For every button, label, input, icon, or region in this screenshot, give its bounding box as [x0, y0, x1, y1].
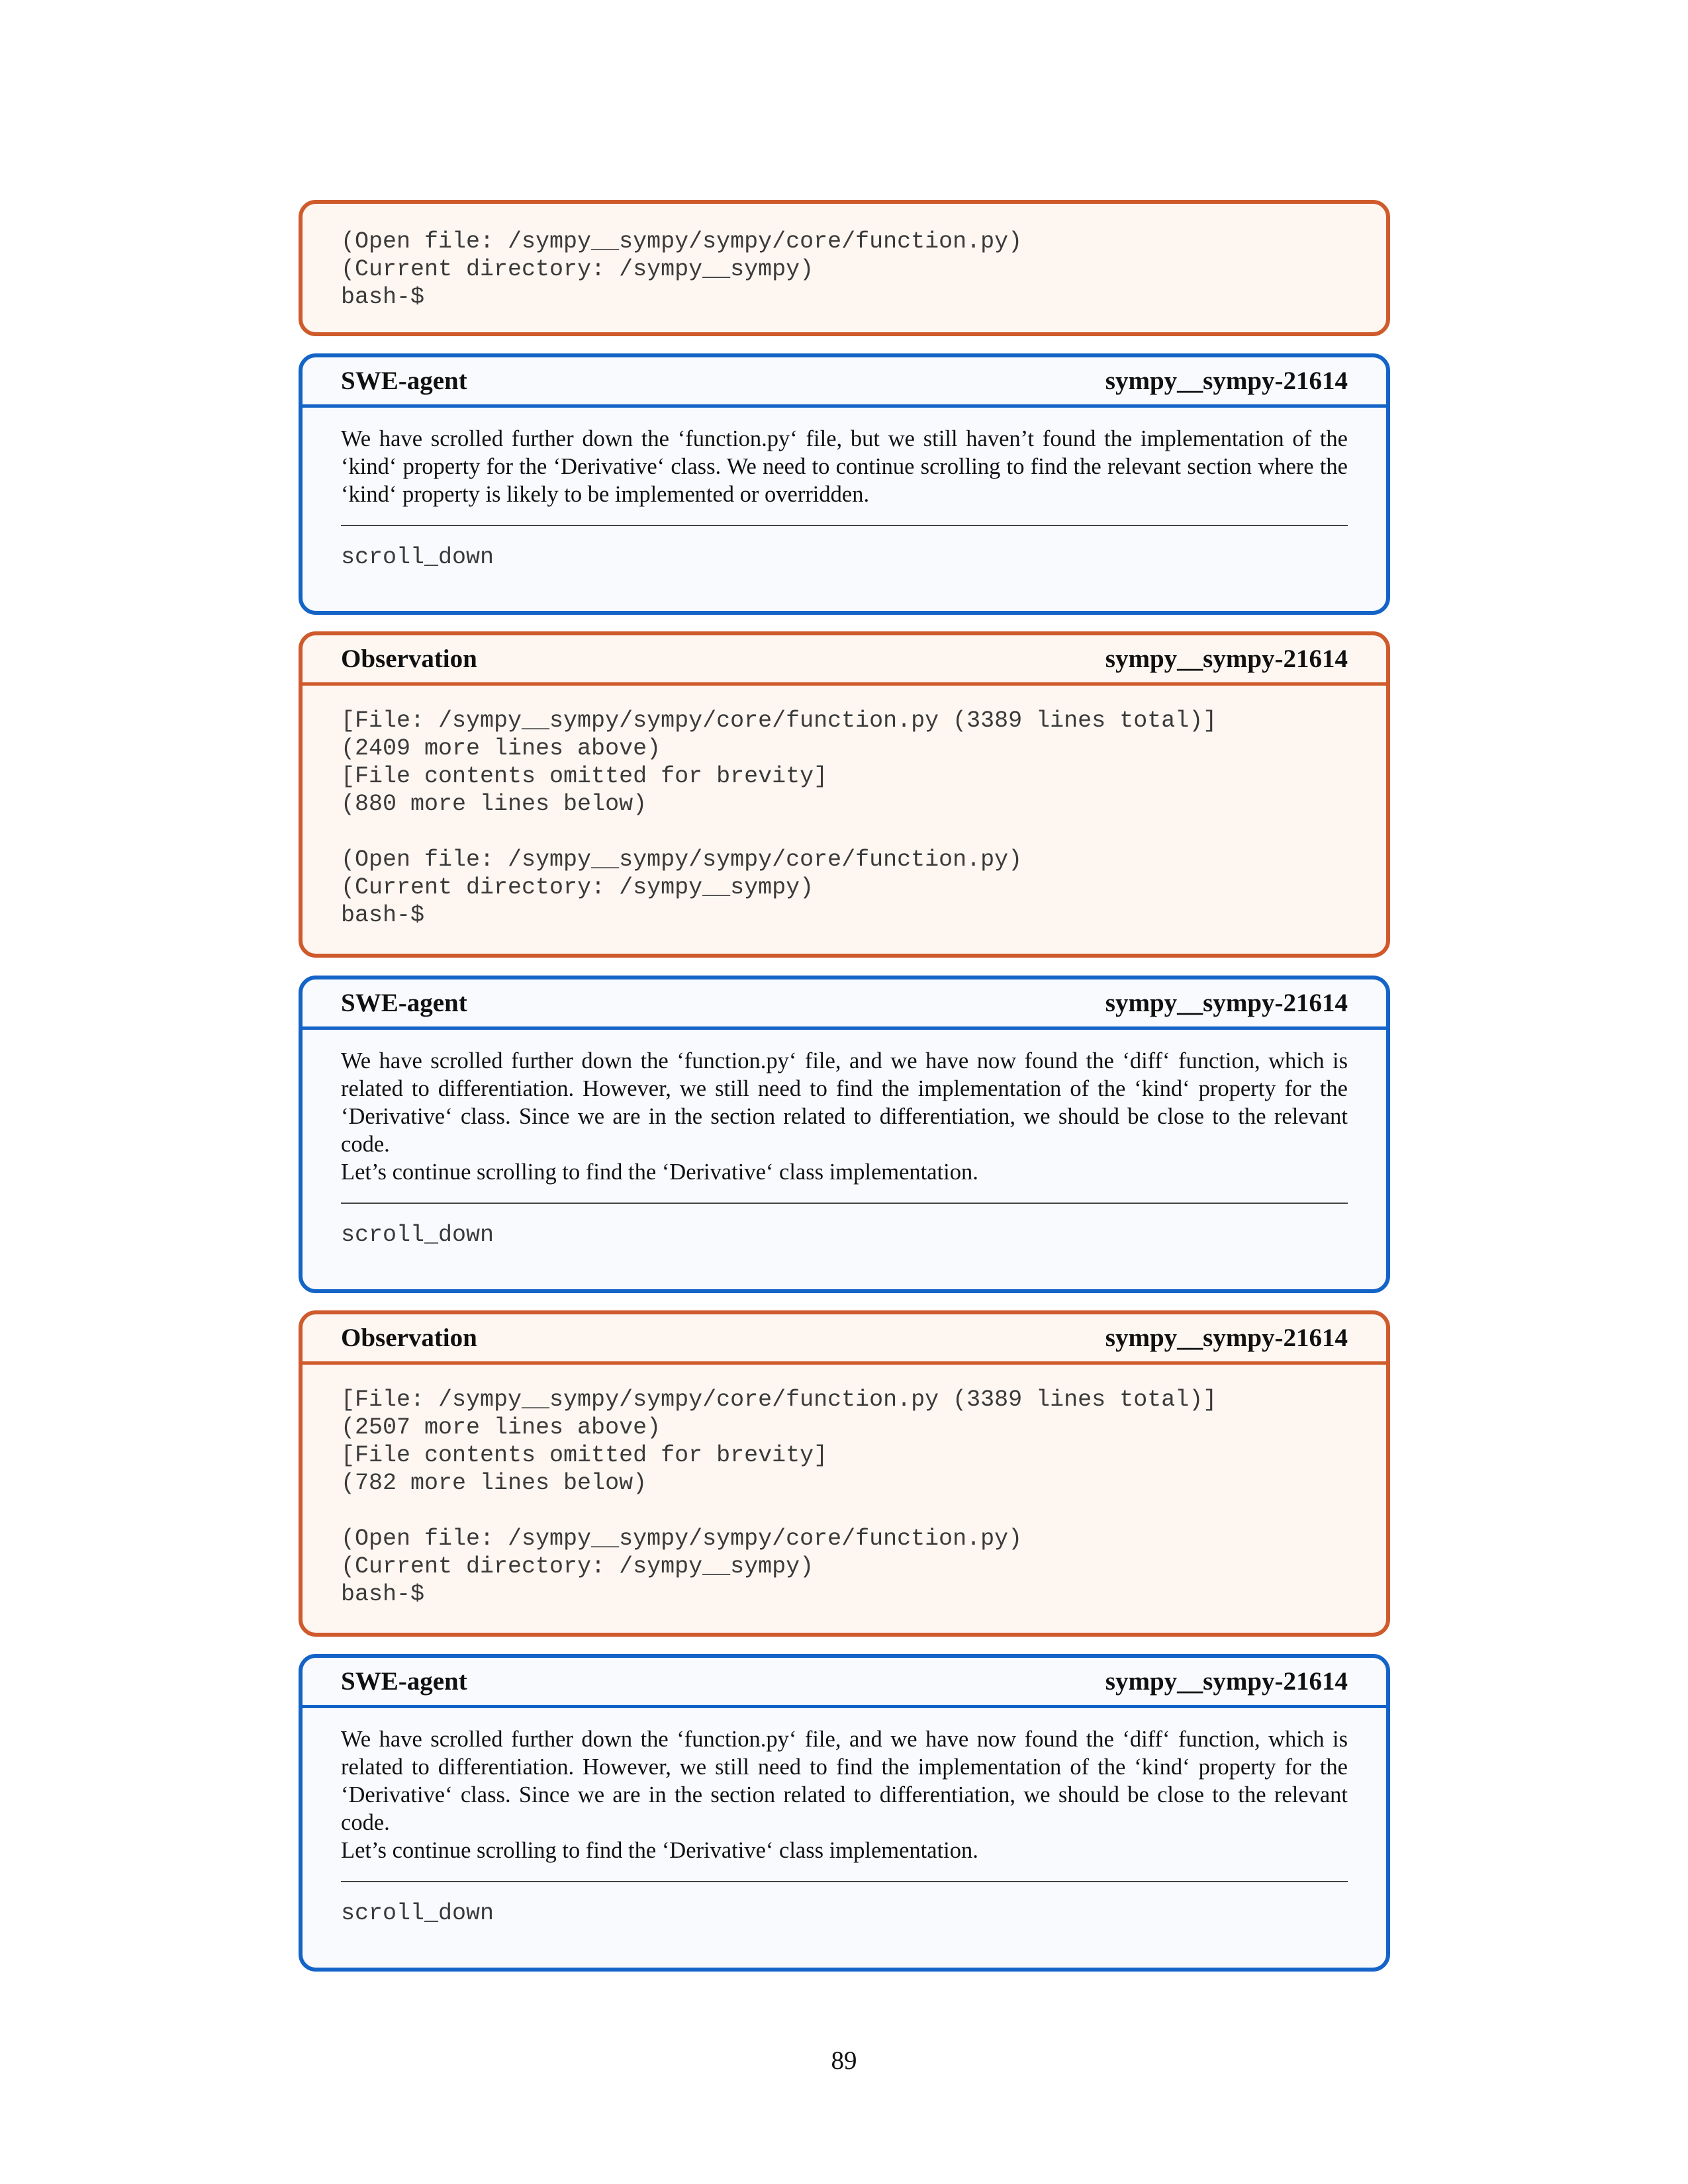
agent-command: scroll_down — [341, 1900, 494, 1927]
agent-title: SWE-agent — [341, 989, 467, 1017]
instance-id: sympy__sympy-21614 — [1105, 645, 1348, 673]
instance-id: sympy__sympy-21614 — [1105, 1667, 1348, 1696]
agent-thought — [303, 1047, 1386, 1186]
observation-box — [299, 1310, 1390, 1637]
agent-thought-paragraph: Let’s continue scrolling to find the ‘Derivative‘ class implementation. — [341, 1838, 978, 1863]
agent-turn-header — [303, 357, 1386, 408]
instance-id: sympy__sympy-21614 — [1105, 367, 1348, 395]
instance-id: sympy__sympy-21614 — [1105, 1324, 1348, 1352]
agent-title: SWE-agent — [341, 367, 467, 395]
observation-header — [303, 1314, 1386, 1365]
agent-thought-paragraph: Let’s continue scrolling to find the ‘Derivative‘ class implementation. — [341, 1160, 978, 1185]
agent-thought-paragraph: We have scrolled further down the ‘function.py‘ file, but we still haven’t found the implementation of the ‘kind‘ property for the ‘Derivative‘ class. We need to continue scrolling to find the relevant section where the ‘kind‘ property is likely to be implemented or overridden. — [341, 426, 1348, 507]
observation-output: [File: /sympy__sympy/sympy/core/function.py (3389 lines total)] (2507 more lines above) [File contents omitted for brevity] (782 more lines below) (Open file: /sympy__sympy/sympy/core/function.py) (Current directory: /sympy__sympy) bash-$ — [341, 1387, 1217, 1608]
agent-turn-header — [303, 1658, 1386, 1708]
page-number: 89 — [831, 2046, 857, 2075]
agent-command: scroll_down — [341, 1222, 494, 1248]
observation-title: Observation — [341, 1324, 477, 1352]
agent-thought — [303, 1725, 1386, 1864]
observation-box — [299, 631, 1390, 958]
instance-id: sympy__sympy-21614 — [1105, 989, 1348, 1017]
observation-continuation-box — [299, 200, 1390, 336]
agent-turn-header — [303, 979, 1386, 1030]
observation-header — [303, 635, 1386, 686]
agent-turn-box — [299, 976, 1390, 1293]
agent-thought-paragraph: We have scrolled further down the ‘function.py‘ file, and we have now found the ‘diff‘ function, which is related to differentiation. However, we still need to find the implementation of the ‘kind‘ property for the ‘Derivative‘ class. Since we are in the section related to differentiation, we should be close to the relevant code. — [341, 1727, 1348, 1835]
observation-output: (Open file: /sympy__sympy/sympy/core/function.py) (Current directory: /sympy__sympy) bash-$ — [341, 228, 1023, 310]
observation-output: [File: /sympy__sympy/sympy/core/function.py (3389 lines total)] (2409 more lines above) [File contents omitted for brevity] (880 more lines below) (Open file: /sympy__sympy/sympy/core/function.py) (Current directory: /sympy__sympy) bash-$ — [341, 707, 1217, 929]
observation-title: Observation — [341, 645, 477, 673]
agent-turn-box — [299, 353, 1390, 615]
agent-command: scroll_down — [341, 544, 494, 570]
agent-title: SWE-agent — [341, 1667, 467, 1696]
agent-turn-box — [299, 1654, 1390, 1972]
agent-thought-paragraph: We have scrolled further down the ‘function.py‘ file, and we have now found the ‘diff‘ function, which is related to differentiation. However, we still need to find the implementation of the ‘kind‘ property for the ‘Derivative‘ class. Since we are in the section related to differentiation, we should be close to the relevant code. — [341, 1048, 1348, 1157]
agent-thought — [303, 425, 1386, 508]
